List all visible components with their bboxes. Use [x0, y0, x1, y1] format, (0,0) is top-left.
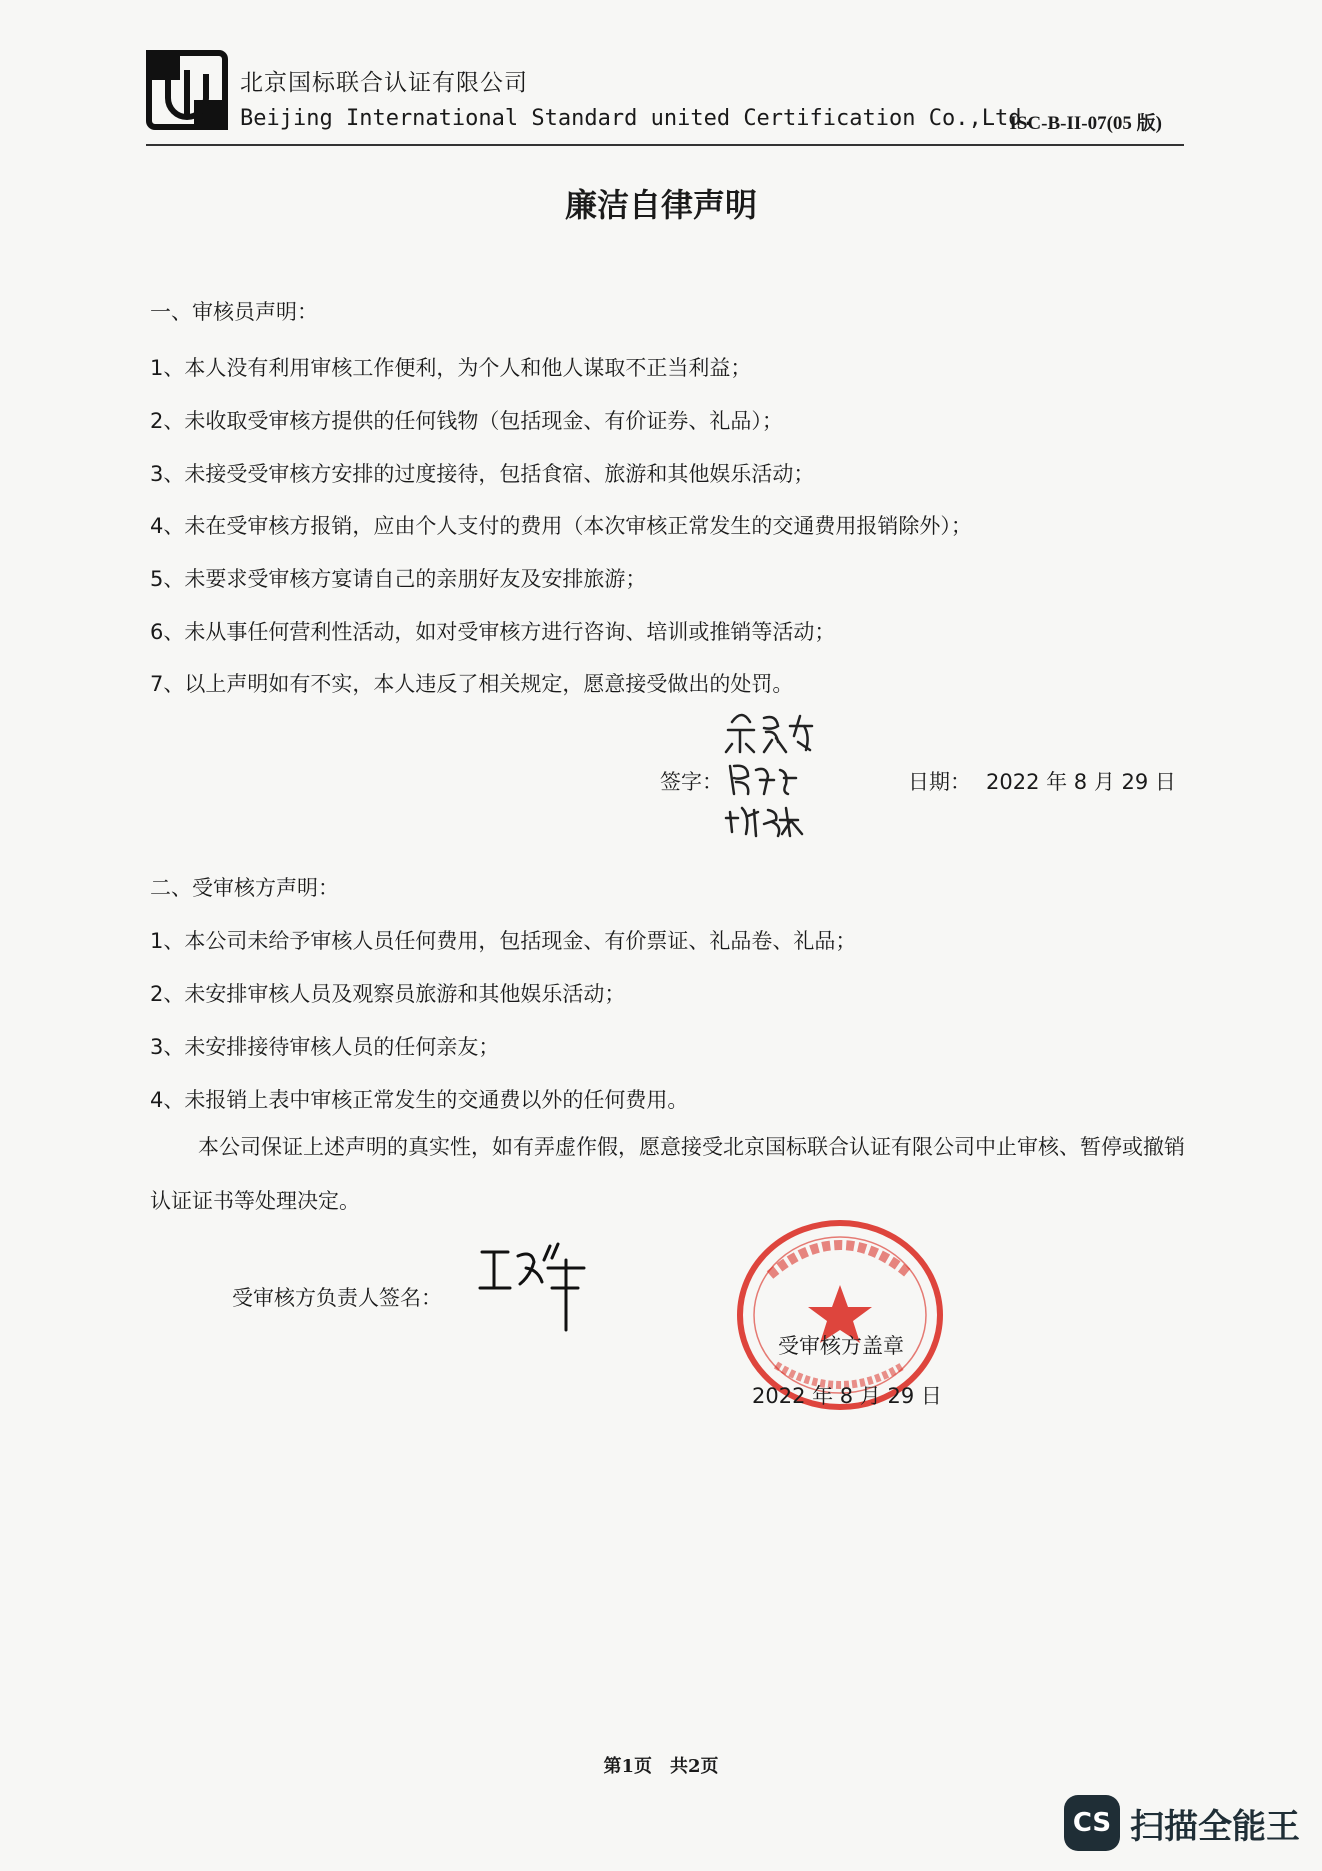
company-name-cn: 北京国标联合认证有限公司: [240, 70, 528, 96]
guarantee-paragraph: 本公司保证上述声明的真实性，如有弄虚作假，愿意接受北京国标联合认证有限公司中止审核、暂停或撤销认证证书等处理决定。: [150, 1135, 1185, 1213]
responsible-signature-label: 受审核方负责人签名：: [232, 1286, 442, 1310]
page-number: 第1页 共2页: [603, 1756, 719, 1777]
seal-date: 2022 年 8 月 29 日: [752, 1384, 942, 1408]
seal-label: 受审核方盖章: [778, 1334, 904, 1358]
document-code: ISC-B-II-07(05 版): [1009, 113, 1162, 134]
date-label: 日期：: [908, 770, 971, 794]
section2-item: 3、未安排接待审核人员的任何亲友；: [150, 1035, 500, 1059]
company-logo: [146, 50, 228, 130]
section2-item: 4、未报销上表中审核正常发生的交通费以外的任何费用。: [150, 1088, 689, 1112]
section2-item: 2、未安排审核人员及观察员旅游和其他娱乐活动；: [150, 982, 626, 1006]
sign-label: 签字：: [660, 770, 723, 794]
camscanner-logo-icon: CS: [1064, 1795, 1120, 1851]
scanner-watermark: [1064, 1795, 1300, 1851]
company-name-en: Beijing International Standard united Certification Co.,Ltd.: [240, 106, 1035, 131]
section1-item: 7、以上声明如有不实，本人违反了相关规定，愿意接受做出的处罚。: [150, 672, 794, 696]
section2-item: 1、本公司未给予审核人员任何费用，包括现金、有价票证、礼品卷、礼品；: [150, 929, 857, 953]
document-title: 廉洁自律声明: [564, 186, 757, 224]
section1-item: 4、未在受审核方报销，应由个人支付的费用（本次审核正常发生的交通费用报销除外）；: [150, 514, 972, 538]
section1-item: 6、未从事任何营利性活动，如对受审核方进行咨询、培训或推销等活动；: [150, 620, 836, 644]
section2-heading: 二、受审核方声明：: [150, 876, 339, 900]
sign-date: 2022 年 8 月 29 日: [986, 770, 1176, 794]
section1-item: 2、未收取受审核方提供的任何钱物（包括现金、有价证券、礼品）；: [150, 409, 783, 433]
header-divider: [146, 144, 1184, 146]
section1-item: 3、未接受受审核方安排的过度接待，包括食宿、旅游和其他娱乐活动；: [150, 462, 815, 486]
responsible-signature: [476, 1238, 596, 1338]
section1-heading: 一、审核员声明：: [150, 300, 318, 324]
auditor-signatures: [720, 700, 920, 860]
section1-item: 1、本人没有利用审核工作便利，为个人和他人谋取不正当利益；: [150, 356, 752, 380]
section1-item: 5、未要求受审核方宴请自己的亲朋好友及安排旅游；: [150, 567, 647, 591]
watermark-text: 扫描全能王: [1130, 1806, 1300, 1847]
